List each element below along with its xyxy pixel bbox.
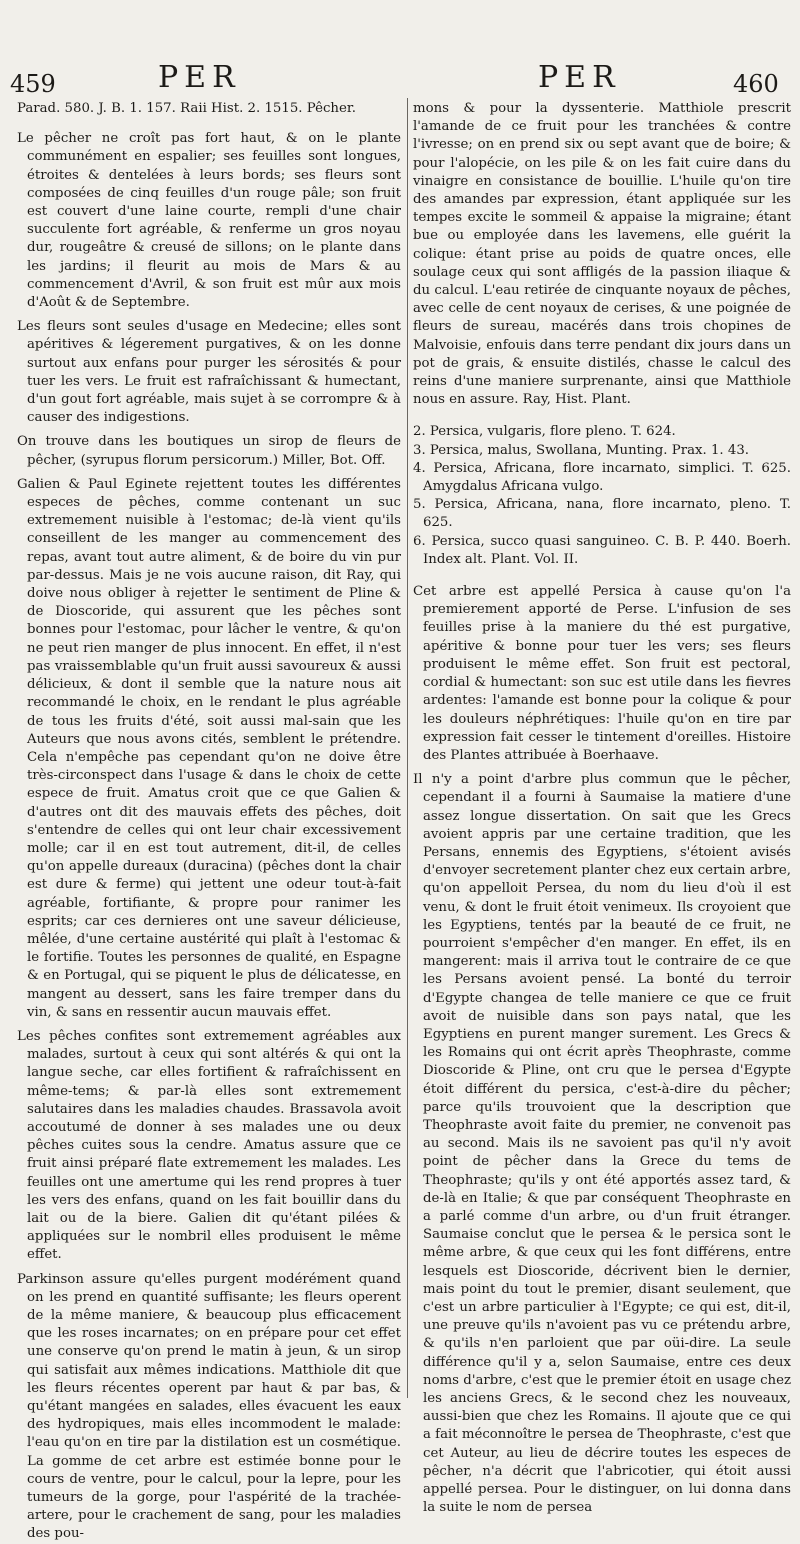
right-paragraph: mons & pour la dyssenterie. Matthiole prescrit l'amande de ce fruit pour les tranchées & contre l'ivresse; on en prend six ou sept avant que de boire; & pour l'alopécie, on les pile & on les fait cuire dans du vinaigre en consistance de bouillie. L'huile qu'on tire des amandes par expression, étant appliquée sur les tempes excite le sommeil & appaise la migraine; étant bue ou employée dans les lavemens, elle guérit la colique: étant prise au poids de quatre onces, elle soulage ceux qui sont affligés de la passion iliaque & du calcul. L'eau retirée de cinquante noyaux de pêches, avec celle de cent noyaux de cerises, & une poignée de fleurs de sureau, macérés dans trois chopines de Malvoisie, enfouis dans terre pendant dix jours dans un pot de grais, & ensuite distilés, chasse le calcul des reins d'une maniere surprenante, ainsi que Matthiole nous en assure. Ray, Hist. Plant. [413, 101, 791, 408]
right-running-head: PER [538, 60, 621, 95]
synonym-list-item: 3. Persica, malus, Swollana, Munting. Prax. 1. 43. [413, 442, 750, 458]
synonym-list-item: 2. Persica, vulgaris, flore pleno. T. 624. [413, 424, 676, 440]
right-paragraph: Cet arbre est appellé Persica à cause qu'on l'a premierement apporté de Perse. L'infusion de ses feuilles prise à la maniere du thé est purgative, apéritive & bonne pour tuer les vers; ses fleurs produisent le même effet. Son fruit est pectoral, cordial & humectant: son suc est utile dans les fievres ardentes: l'amande est bonne pour la colique & pour les douleurs néphrétiques: l'huile qu'on en tire par expression fait cesser le tintement d'oreilles. Histoire des Plantes attribuée à Boerhaave. [413, 584, 791, 763]
right-paragraph: Il n'y a point d'arbre plus commun que le pêcher, cependant il a fourni à Saumaise la matiere d'une assez longue dissertation. On sait que les Grecs avoient appris par une certaine tradition, que les Persans, ennemis des Egyptiens, s'étoient avisés d'envoyer secretement planter chez eux certain arbre, qu'on appelloit Persea, du nom du lieu d'où il est venu, & dont le fruit étoit venimeux. Ils croyoient que les Egyptiens, tentés par la beauté de ce fruit, ne pourroient s'empêcher d'en manger. En effet, ils en mangerent: mais il arriva tout le contraire de ce que les Persans avoient pensé. La bonté du terroir d'Egypte changea de telle maniere ce que ce fruit avoit de nuisible dans son pays natal, que les Egyptiens en purent manger surement. Les Grecs & les Romains qui ont écrit après Theophraste, comme Dioscoride & Pline, ont cru que le persea d'Egypte étoit différent du persica, c'est-à-dire du pêcher; parce qu'ils trouvoient que la description que Theophraste avoit faite du premier, ne convenoit pas au second. Mais ils ne savoient pas qu'il n'y avoit point de pêcher dans la Grece du tems de Theophraste; qu'ils y ont été apportés assez tard, & de-là en Italie; & que par conséquent Theophraste en a parlé comme d'un arbre, ou d'un fruit étranger. Saumaise conclut que le persea & le persica sont le même arbre, & que ceux qui les font différens, entre lesquels est Dioscoride, décrivent bien le dernier, mais point du tout le premier, disant seulement, que c'est un arbre particulier à l'Egypte; ce qui est, dit-il, une preuve qu'ils n'avoient pas vu ce prétendu arbre, & qu'ils n'en parloient que par oüi-dire. La seule différence qu'il y a, selon Saumaise, entre ces deux noms d'arbre, c'est que le premier étoit en usage chez les anciens Grecs, & le second chez les nouveaux, aussi-bien que chez les Romains. Il ajoute que ce qui a fait méconnoître le persea de Theophraste, c'est que cet Auteur, au lieu de décrire toutes les especes de pêcher, n'a décrit que l'abricotier, qui étoit aussi appellé persea. Pour le distinguer, on lui donna dans la suite le nom de persea [413, 772, 791, 1516]
synonym-list-item: 4. Persica, Africana, flore incarnato, simplici. T. 625. Amygdalus Africana vulgo. [413, 460, 791, 495]
left-running-head: PER [158, 60, 241, 95]
left-column [17, 100, 401, 1544]
left-paragraph: Les pêches confites sont extremement agréables aux malades, surtout à ceux qui sont altérés & qui ont la langue seche, car elles fortifient & rafraîchissent en même-tems; & par-là elles sont extremement salutaires dans les maladies chaudes. Brassavola avoit accoutumé de donner à ses malades une ou deux pêches cuites sous la cendre. Amatus assure que ce fruit ainsi préparé flate extremement les malades. Les feuilles ont une amertume qui les rend propres à tuer les vers des enfans, quand on les fait bouillir dans du lait ou de la biere. Galien dit qu'étant pilées & appliquées sur le nombril elles produisent le même effet. [17, 1028, 401, 1263]
column-divider [407, 98, 408, 1398]
left-paragraph: Parkinson assure qu'elles purgent modérément quand on les prend en quantité suffisante; les fleurs operent de la même maniere, & beaucoup plus efficacement que les roses incarnates; on en prépare pour cet effet une conserve qu'on prend le matin à jeun, & un sirop qui satisfait aux mêmes indications. Matthiole dit que les fleurs récentes operent par haut & par bas, & qu'étant mangées en salades, elles évacuent les eaux des hydropiques, mais elles incommodent le malade: l'eau qu'on en tire par la distilation est un cosmétique. La gomme de cet arbre est estimée bonne pour le cours de ventre, pour le calcul, pour la lepre, pour les tumeurs de la gorge, pour l'aspérité de la trachée-artere, pour le crachement de sang, pour les maladies des pou- [17, 1271, 401, 1542]
left-paragraph: On trouve dans les boutiques un sirop de fleurs de pêcher, (syrupus florum persicorum.) Miller, Bot. Off. [17, 434, 401, 468]
left-paragraph: Galien & Paul Eginete rejettent toutes les différentes especes de pêches, comme contenant un suc extremement nuisible à l'estomac; de-là vient qu'ils conseillent de les manger au commencement des repas, avant tout autre aliment, & de boire du vin pur par-dessus. Mais je ne vois aucune raison, dit Ray, qui doive nous obliger à rejetter le sentiment de Pline & de Dioscoride, qui assurent que les pêches sont bonnes pour l'estomac, pour lâcher le ventre, & qu'on ne peut rien manger de plus innocent. En effet, il n'est pas vraissemblable qu'un fruit aussi savoureux & aussi délicieux, & dont il semble que la nature nous ait recommandé le choix, en le rendant le plus agréable de tous les fruits d'été, soit aussi mal-sain que les Auteurs que nous avons cités, semblent le prétendre. Cela n'empêche pas cependant qu'on ne doive être très-circonspect dans l'usage & dans le choix de cette espece de fruit. Amatus croit que ce que Galien & d'autres ont dit des mauvais effets des pêches, doit s'entendre de celles qui ont leur chair excessivement molle; car il en est tout autrement, dit-il, de celles qu'on appelle dureaux (duracina) (pêches dont la chair est dure & ferme) qui jettent une odeur tout-à-fait agréable, fortifiante, & propre pour ranimer les esprits; car ces dernieres ont une saveur délicieuse, mêlée, d'une certaine austérité qui plaît à l'estomac & le fortifie. Toutes les personnes de qualité, en Espagne & en Portugal, qui se piquent le plus de délicatesse, en mangent au dessert, sans les faire tremper dans du vin, & sans en ressentir aucun mauvais effet. [17, 476, 401, 1020]
left-page-number: 459 [10, 70, 56, 98]
right-column [413, 100, 791, 1517]
left-paragraph: Le pêcher ne croît pas fort haut, & on le plante communément en espalier; ses feuilles sont longues, étroites & dentelées à leurs bords; ses fleurs sont composées de cinq feuilles d'un rouge pâle; son fruit est couvert d'une laine courte, rempli d'une chair succulente fort agréable, & renferme un gros noyau dur, rougeâtre & creusé de sillons; on le plante dans les jardins; il fleurit au mois de Mars & au commencement d'Avril, & son fruit est mûr aux mois d'Août & de Septembre. [17, 131, 401, 311]
right-page-number: 460 [733, 70, 779, 98]
left-paragraph-reference: Parad. 580. J. B. 1. 157. Raii Hist. 2. 1515. Pêcher. [17, 101, 356, 116]
synonym-list-item: 6. Persica, succo quasi sanguineo. C. B. P. 440. Boerh. Index alt. Plant. Vol. II. [413, 533, 791, 567]
synonym-list-item: 5. Persica, Africana, nana, flore incarnato, pleno. T. 625. [413, 497, 791, 531]
left-paragraph: Les fleurs sont seules d'usage en Medecine; elles sont apéritives & légerement purgatives, & on les donne surtout aux enfans pour purger les sérosités & pour tuer les vers. Le fruit est rafraîchissant & humectant, d'un gout fort agréable, mais sujet à se corrompre & à causer des indigestions. [17, 319, 401, 426]
